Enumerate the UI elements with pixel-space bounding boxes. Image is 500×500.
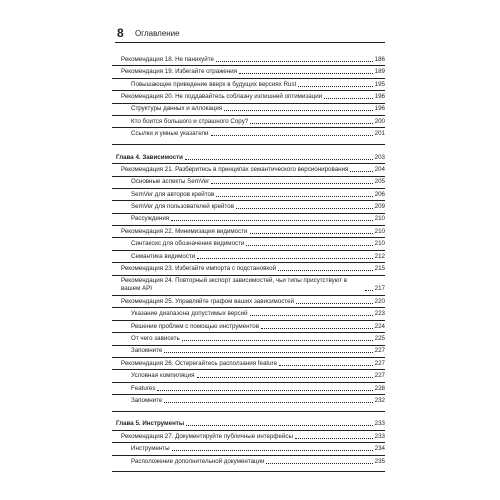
toc-entry[interactable] bbox=[112, 104, 385, 116]
dot-leader bbox=[266, 463, 372, 464]
running-head bbox=[115, 26, 385, 43]
dot-leader bbox=[350, 171, 372, 172]
toc-entry-title: Рекомендация 23. Избегайте импорта с подстановкой bbox=[121, 265, 277, 273]
dot-leader bbox=[164, 352, 372, 353]
toc-entry[interactable] bbox=[112, 456, 385, 467]
toc-entry[interactable] bbox=[112, 251, 385, 263]
toc-entry[interactable] bbox=[112, 308, 385, 320]
toc-entry[interactable] bbox=[112, 79, 385, 91]
toc-chapter-entry[interactable] bbox=[112, 419, 385, 431]
toc-entry[interactable] bbox=[112, 189, 385, 201]
toc-entry-page: 203 bbox=[374, 153, 385, 161]
toc-entry-title: От чего зависеть bbox=[131, 335, 180, 342]
dot-leader bbox=[164, 402, 372, 403]
toc-entry-title: SemVer для авторов крейтов bbox=[131, 190, 215, 198]
toc-entry[interactable] bbox=[112, 128, 385, 139]
toc-entry-page: 227 bbox=[374, 347, 385, 355]
toc-entry[interactable] bbox=[112, 358, 385, 370]
dot-leader bbox=[157, 390, 372, 391]
toc-chapter-entry[interactable] bbox=[112, 152, 385, 164]
toc-entry[interactable] bbox=[112, 370, 385, 382]
toc-entry[interactable] bbox=[112, 116, 385, 128]
toc-entry[interactable] bbox=[112, 54, 385, 66]
toc-entry-page: 201 bbox=[374, 130, 385, 138]
dot-leader bbox=[211, 135, 373, 136]
toc-entry-page: 196 bbox=[374, 105, 385, 113]
toc-entry-page: 220 bbox=[374, 297, 385, 305]
toc-entry-title: Рекомендация 26. Остерегайтесь расползания feature bbox=[121, 359, 278, 367]
dot-leader bbox=[186, 425, 373, 426]
toc-entry-title: Рассуждения bbox=[131, 215, 170, 223]
toc-entry-title: Рекомендация 22. Минимизация видимости bbox=[121, 227, 248, 235]
toc-entry[interactable] bbox=[112, 321, 385, 333]
toc-entry[interactable] bbox=[112, 443, 385, 455]
dot-leader bbox=[216, 196, 372, 197]
toc-entry-page: 212 bbox=[374, 252, 385, 260]
toc-entry[interactable] bbox=[112, 226, 385, 238]
toc-entry-page: 210 bbox=[374, 227, 385, 235]
toc-entry-title: Основные аспекты SemVer bbox=[131, 178, 210, 186]
toc-entry[interactable] bbox=[112, 333, 385, 345]
dot-leader bbox=[171, 220, 373, 221]
toc-entry[interactable] bbox=[112, 201, 385, 213]
toc-entry-title: Рекомендация 18. Не паникуйте bbox=[121, 55, 214, 63]
toc-entry-title: Рекомендация 20. Не поддавайтесь соблазну излишней оптимизации bbox=[121, 92, 323, 100]
toc-entry-page: 215 bbox=[374, 265, 385, 273]
toc-entry-page: 228 bbox=[374, 384, 385, 392]
toc-entry-title: Ссылки и умные указатели bbox=[131, 130, 209, 138]
toc-entry-title: Решение проблем с помощью инструментов bbox=[131, 322, 260, 330]
toc-entry-page: 209 bbox=[374, 203, 385, 211]
toc-entry-title: Условная компиляция bbox=[131, 372, 195, 380]
dot-leader bbox=[197, 377, 373, 378]
dot-leader bbox=[216, 61, 373, 62]
toc-entry-title: Рекомендация 27. Документируйте публичные интерфейсы bbox=[121, 432, 293, 440]
dot-leader bbox=[182, 340, 373, 341]
dot-leader bbox=[261, 328, 373, 329]
toc-entry-title: Кто боится большого и страшного Copy? bbox=[131, 117, 249, 125]
dot-leader bbox=[298, 86, 372, 87]
toc-entry[interactable] bbox=[112, 91, 385, 103]
toc-section bbox=[112, 152, 385, 412]
toc-entry-page: 210 bbox=[374, 240, 385, 248]
toc-entry-page: 217 bbox=[374, 285, 385, 293]
dot-leader bbox=[250, 233, 373, 234]
running-title: Оглавление bbox=[135, 29, 180, 38]
dot-leader bbox=[250, 123, 372, 124]
toc-entry-title: Запомните bbox=[131, 396, 163, 404]
toc-entry-page: 196 bbox=[374, 92, 385, 100]
dot-leader bbox=[236, 208, 373, 209]
toc-entry-title: Глава 5. Инструменты bbox=[116, 420, 185, 428]
toc-entry-page: 232 bbox=[374, 396, 385, 404]
page-number: 8 bbox=[117, 26, 124, 40]
toc-entry-title: Рекомендация 21. Разберитесь в принципах семантического версионирования bbox=[121, 165, 349, 173]
toc-entry-title: Указание диапазона допустимых версий bbox=[131, 310, 248, 318]
dot-leader bbox=[211, 183, 372, 184]
toc-entry-title: Рекомендация 24. Повторный экспорт зависимостей, чьи типы присутствуют в вашем API bbox=[121, 277, 348, 293]
dot-leader bbox=[296, 303, 373, 304]
dot-leader bbox=[250, 315, 373, 316]
toc-entry-page: 233 bbox=[374, 420, 385, 428]
toc-entry-page: 225 bbox=[374, 335, 385, 342]
toc-entry[interactable] bbox=[112, 66, 385, 78]
toc-entry-title: Структуры данных и аллокация bbox=[131, 105, 223, 113]
toc-entry-page: 233 bbox=[374, 432, 385, 440]
toc-entry-page: 227 bbox=[374, 359, 385, 367]
toc-entry-title: Запомните bbox=[131, 347, 163, 355]
toc-entry-title: Семантика видимости bbox=[131, 252, 196, 260]
toc-section bbox=[112, 419, 385, 473]
toc-entry[interactable] bbox=[112, 238, 385, 250]
toc-entry-page: 234 bbox=[374, 445, 385, 453]
toc-entry-page: 189 bbox=[374, 68, 385, 76]
dot-leader bbox=[295, 438, 373, 439]
toc-entry-title: Глава 4. Зависимости bbox=[116, 153, 183, 161]
toc-entry-page: 200 bbox=[374, 117, 385, 125]
dot-leader bbox=[365, 290, 373, 291]
dot-leader bbox=[278, 270, 373, 271]
dot-leader bbox=[197, 258, 372, 259]
dot-leader bbox=[185, 159, 373, 160]
toc-entry-title: Расположение дополнительной документации bbox=[131, 457, 265, 465]
toc-entry[interactable] bbox=[112, 214, 385, 226]
dot-leader bbox=[224, 110, 372, 111]
toc-entry[interactable] bbox=[112, 346, 385, 358]
toc-entry-title: Рекомендация 19. Избегайте отражения bbox=[121, 68, 237, 76]
toc-entry-title: Повышающее приведение вверх в будущих версиях Rust bbox=[131, 80, 297, 88]
toc-entry-title: Синтаксис для обозначения видимости bbox=[131, 240, 245, 248]
dot-leader bbox=[324, 98, 373, 99]
toc-entry-title: Рекомендация 25. Управляйте графом ваших зависимостей bbox=[121, 297, 294, 305]
toc-entry-page: 204 bbox=[374, 165, 385, 173]
toc-entry-page: 195 bbox=[374, 80, 385, 88]
toc-entry-title: Features bbox=[131, 384, 156, 392]
toc-entry[interactable] bbox=[112, 431, 385, 443]
toc-entry[interactable] bbox=[112, 296, 385, 308]
dot-leader bbox=[239, 73, 373, 74]
toc-entry-page: 206 bbox=[374, 190, 385, 198]
toc-entry-page: 205 bbox=[374, 178, 385, 186]
toc-entry[interactable] bbox=[112, 383, 385, 395]
toc-entry-title: Инструменты bbox=[131, 445, 170, 453]
toc-entry-page: 224 bbox=[374, 322, 385, 330]
toc-section bbox=[112, 54, 385, 145]
toc-entry[interactable] bbox=[112, 276, 385, 296]
dot-leader bbox=[246, 245, 372, 246]
toc-entry[interactable] bbox=[112, 263, 385, 275]
toc-entry[interactable] bbox=[112, 395, 385, 406]
toc-entry[interactable] bbox=[112, 164, 385, 176]
table-of-contents bbox=[112, 54, 385, 472]
toc-entry-page: 186 bbox=[374, 55, 385, 63]
toc-entry-page: 227 bbox=[374, 372, 385, 380]
toc-entry-title: SemVer для пользователей крейтов bbox=[131, 203, 235, 211]
dot-leader bbox=[172, 450, 373, 451]
toc-entry[interactable] bbox=[112, 177, 385, 189]
toc-entry-page: 223 bbox=[374, 310, 385, 318]
dot-leader bbox=[279, 365, 373, 366]
toc-entry-page: 235 bbox=[374, 457, 385, 465]
toc-entry-page: 210 bbox=[374, 215, 385, 223]
